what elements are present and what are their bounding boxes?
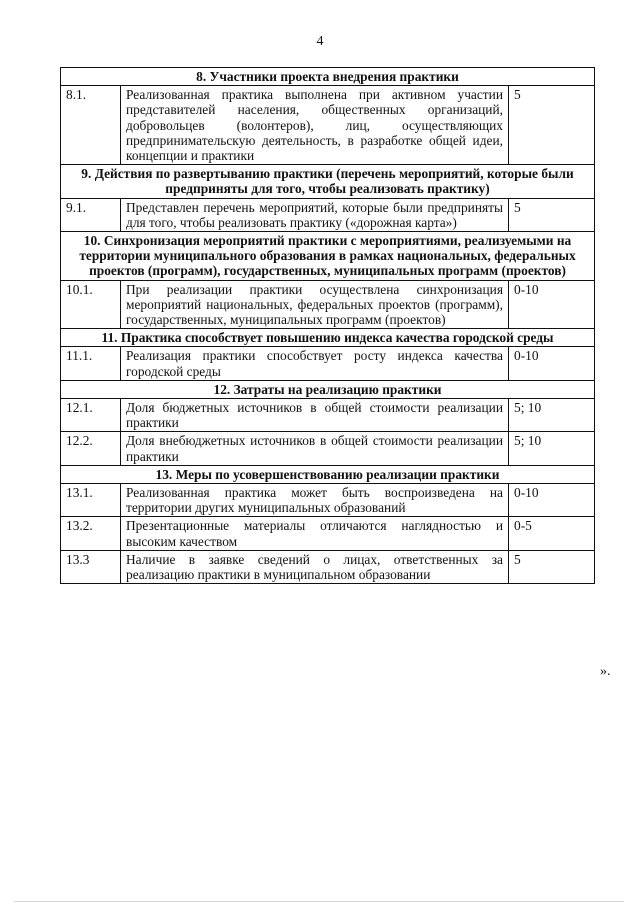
row-number: 12.2.: [61, 432, 121, 465]
table-row: [61, 198, 595, 231]
row-number: 13.1.: [61, 484, 121, 517]
row-number: 12.1.: [61, 399, 121, 432]
row-score: 5: [509, 550, 595, 583]
row-description: Доля внебюджетных источников в общей стоимости реализации практики: [121, 432, 509, 465]
table-row: [61, 399, 595, 432]
row-score: 0-10: [509, 280, 595, 329]
page-edge-divider: [14, 901, 624, 905]
row-score: 0-5: [509, 517, 595, 550]
row-number: 10.1.: [61, 280, 121, 329]
section-header-row: [61, 329, 595, 347]
row-score: 5; 10: [509, 399, 595, 432]
section-header-row: [61, 165, 595, 198]
row-description: Реализация практики способствует росту индекса качества городской среды: [121, 347, 509, 380]
table-row: [61, 280, 595, 329]
row-number: 13.2.: [61, 517, 121, 550]
row-score: 0-10: [509, 484, 595, 517]
table-row: [61, 432, 595, 465]
row-description: Наличие в заявке сведений о лицах, ответственных за реализацию практики в муниципальном образовании: [121, 550, 509, 583]
section-title: 12. Затраты на реализацию практики: [61, 380, 595, 398]
row-number: 11.1.: [61, 347, 121, 380]
section-header-row: [61, 380, 595, 398]
table-row: [61, 484, 595, 517]
table-row: [61, 550, 595, 583]
row-description: Презентационные материалы отличаются наглядностью и высоким качеством: [121, 517, 509, 550]
row-score: 0-10: [509, 347, 595, 380]
table-row: [61, 86, 595, 165]
table-row: [61, 517, 595, 550]
section-header-row: [61, 465, 595, 483]
closing-quote: ».: [600, 664, 611, 679]
section-title: 11. Практика способствует повышению индекса качества городской среды: [61, 329, 595, 347]
section-title: 9. Действия по развертыванию практики (перечень мероприятий, которые были предприняты для того, чтобы реализовать практику): [61, 165, 595, 198]
table-row: [61, 347, 595, 380]
row-number: 13.3: [61, 550, 121, 583]
row-score: 5: [509, 198, 595, 231]
page-number: 4: [316, 34, 324, 49]
section-header-row: [61, 232, 595, 281]
row-score: 5; 10: [509, 432, 595, 465]
section-title: 13. Меры по усовершенствованию реализации практики: [61, 465, 595, 483]
row-description: Реализованная практика может быть воспроизведена на территории других муниципальных образований: [121, 484, 509, 517]
section-title: 8. Участники проекта внедрения практики: [61, 68, 595, 86]
row-score: 5: [509, 86, 595, 165]
section-header-row: [61, 68, 595, 86]
row-description: Реализованная практика выполнена при активном участии представителей населения, общественных организаций, добровольцев (волонтеров), лиц, осуществляющих предпринимательскую деятельность, в разработке общей идеи, концепции и практики: [121, 86, 509, 165]
row-description: При реализации практики осуществлена синхронизация мероприятий национальных, федеральных проектов (программ), государственных, муниципальных программ (проектов): [121, 280, 509, 329]
row-number: 9.1.: [61, 198, 121, 231]
row-description: Доля бюджетных источников в общей стоимости реализации практики: [121, 399, 509, 432]
row-number: 8.1.: [61, 86, 121, 165]
criteria-table: [60, 67, 595, 584]
section-title: 10. Синхронизация мероприятий практики с мероприятиями, реализуемыми на территории муниципального образования в рамках национальных, федеральных проектов (программ), государственных, муниципальных программ (проектов): [61, 232, 595, 281]
row-description: Представлен перечень мероприятий, которые были предприняты для того, чтобы реализовать практику («дорожная карта»): [121, 198, 509, 231]
